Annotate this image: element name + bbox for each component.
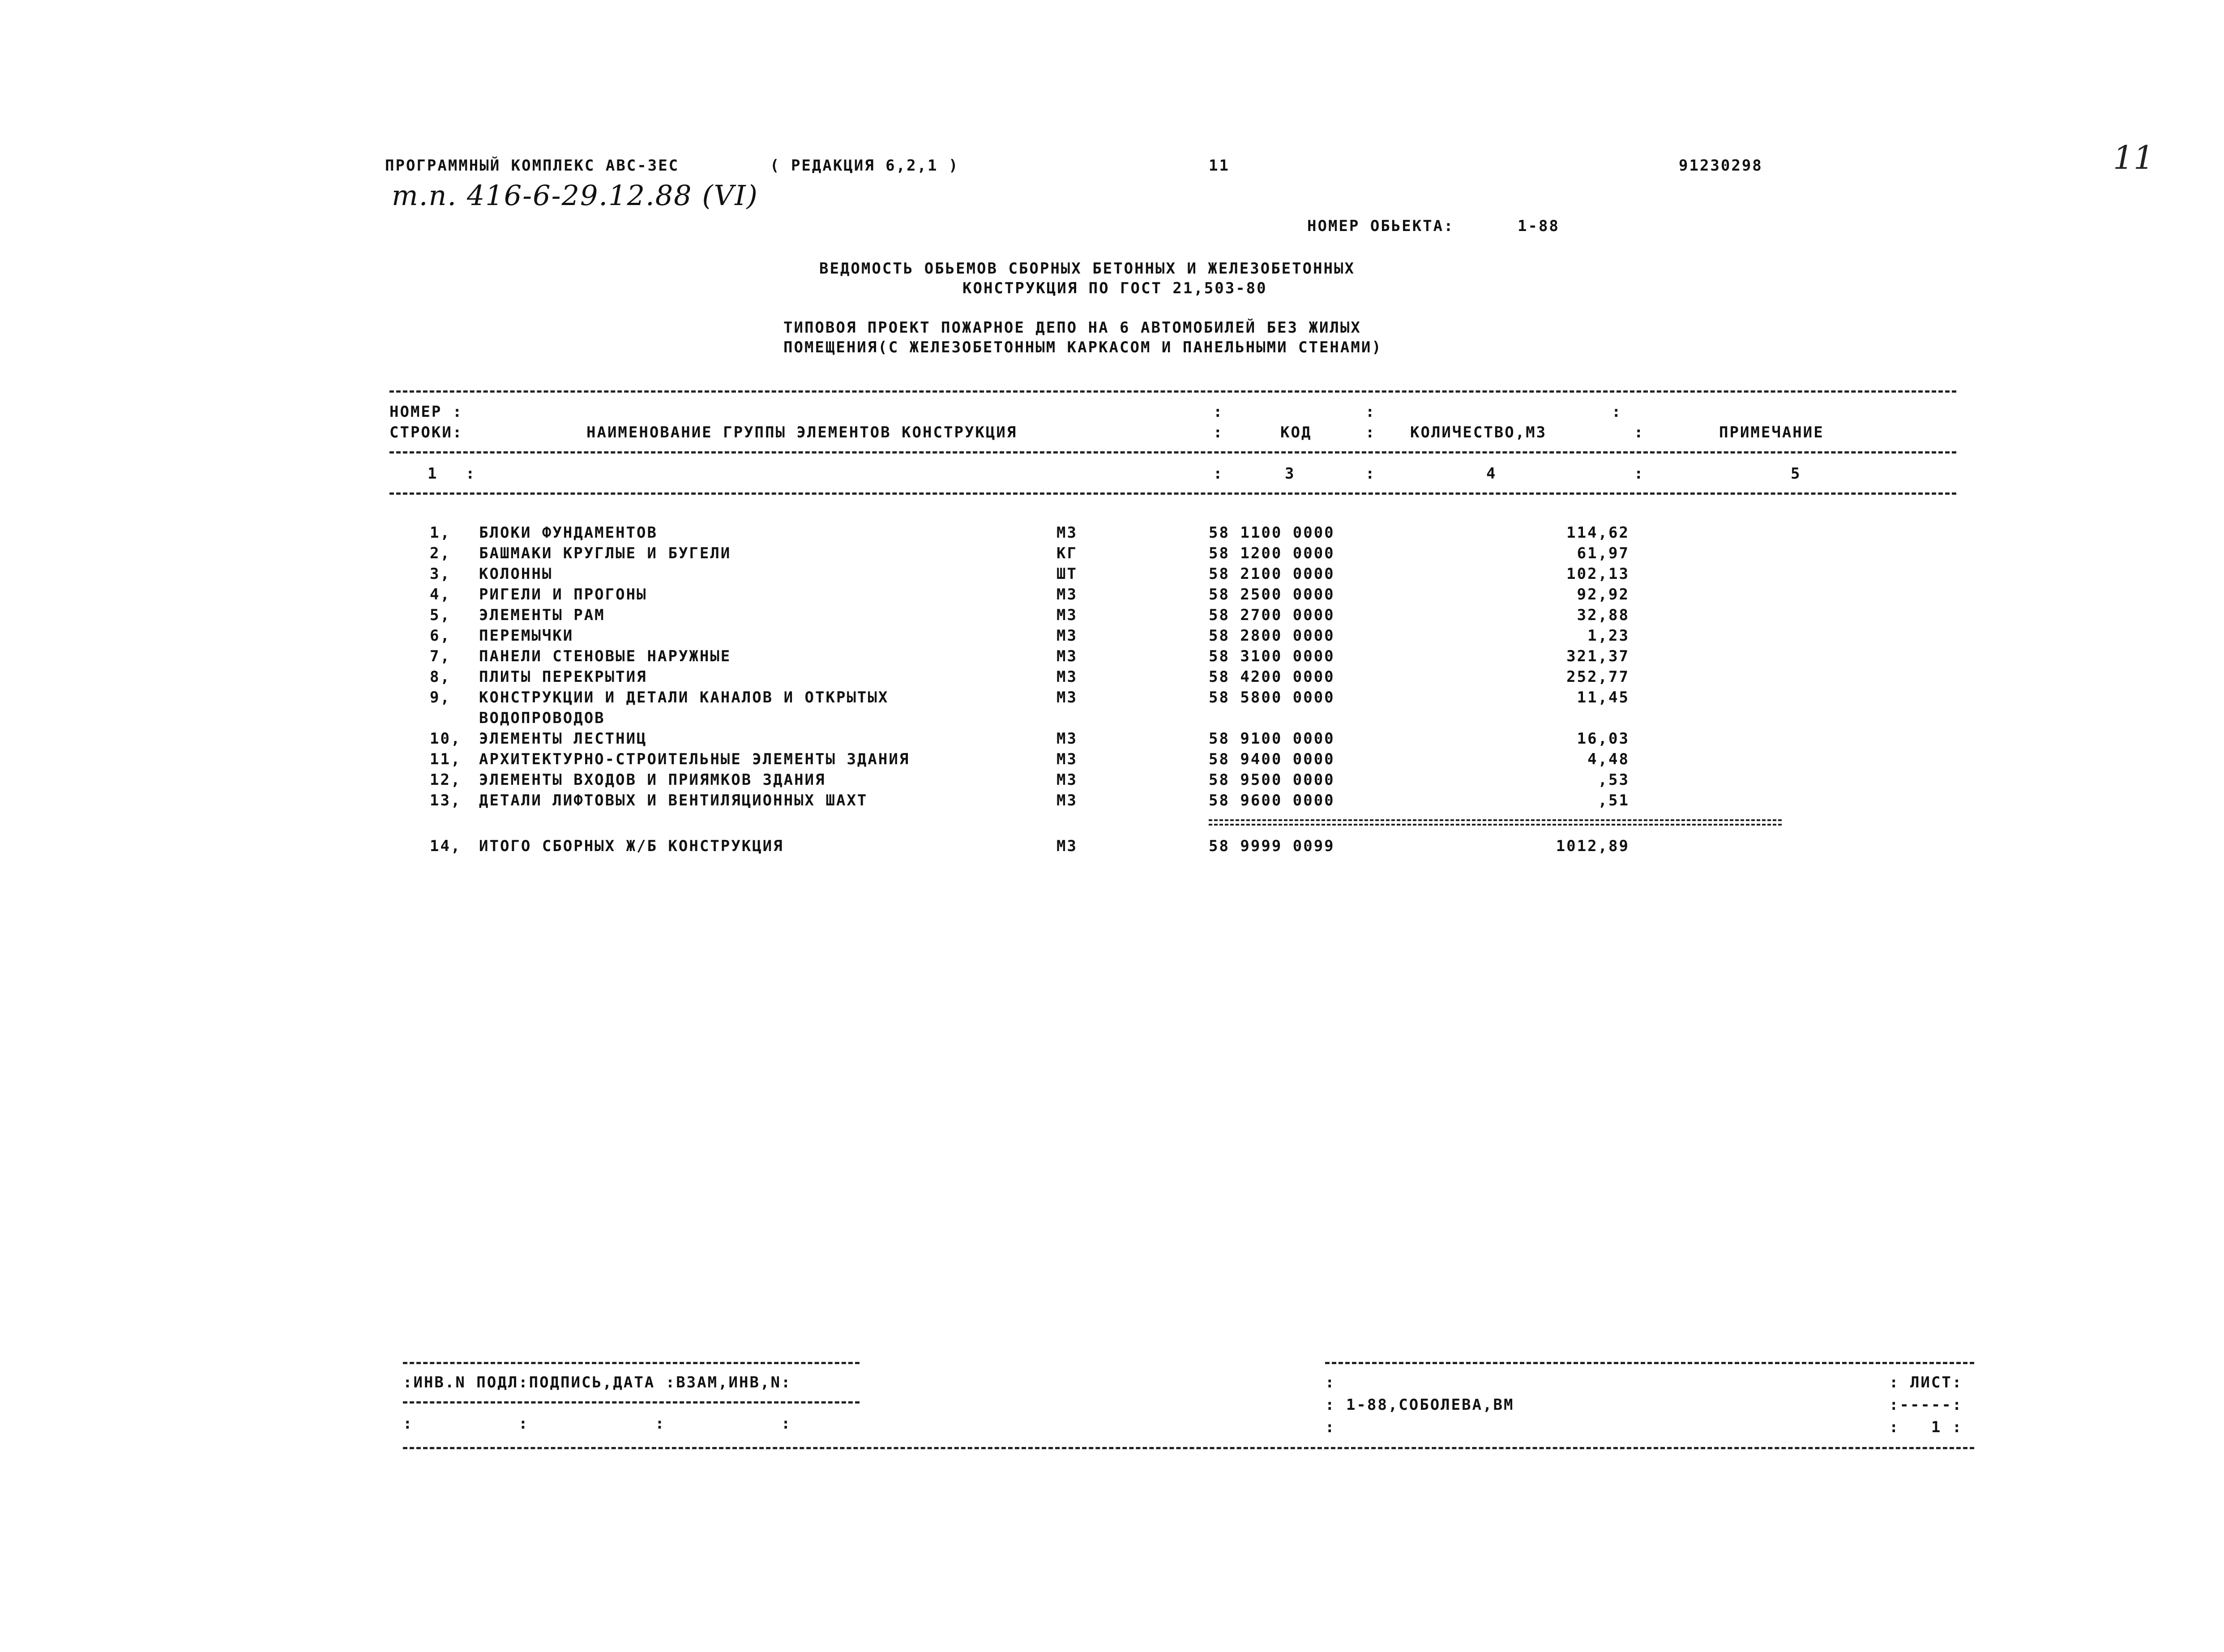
row-name: ДЕТАЛИ ЛИФТОВЫХ И ВЕНТИЛЯЦИОННЫХ ШАХТ bbox=[479, 792, 868, 809]
handwritten-page-number: 11 bbox=[2113, 139, 2154, 176]
header-name: НАИМЕНОВАНИЕ ГРУППЫ ЭЛЕМЕНТОВ КОНСТРУКЦИЯ bbox=[586, 424, 1018, 441]
handwritten-project-ref: т.п. 416-6-29.12.88 (VI) bbox=[392, 179, 758, 212]
row-name: ВОДОПРОВОДОВ bbox=[479, 709, 605, 727]
row-quantity: 16,03 bbox=[1577, 730, 1630, 748]
row-unit: М3 bbox=[1056, 730, 1078, 748]
row-quantity: 321,37 bbox=[1566, 647, 1630, 665]
row-number: 8, bbox=[430, 668, 451, 686]
center-page-mark: 11 bbox=[1209, 157, 1230, 175]
table-row bbox=[0, 606, 2224, 627]
row-quantity: 32,88 bbox=[1577, 606, 1630, 624]
row-number: 2, bbox=[430, 544, 451, 562]
table-header-rule bbox=[389, 451, 1956, 454]
col-sep: : bbox=[1365, 465, 1376, 483]
footer-right-line-3: : bbox=[1325, 1418, 1336, 1436]
title-line-2: КОНСТРУКЦИЯ ПО ГОСТ 21,503-80 bbox=[962, 279, 1267, 297]
row-code: 58 3100 0000 bbox=[1209, 647, 1335, 665]
table-row bbox=[0, 792, 2224, 812]
code-number: 91230298 bbox=[1679, 157, 1763, 175]
object-number-value: 1-88 bbox=[1518, 217, 1560, 235]
row-number: 7, bbox=[430, 647, 451, 665]
table-row bbox=[0, 647, 2224, 668]
row-code: 58 2700 0000 bbox=[1209, 606, 1335, 624]
row-number: 4, bbox=[430, 586, 451, 603]
table-row bbox=[0, 771, 2224, 792]
row-code: 58 2800 0000 bbox=[1209, 627, 1335, 645]
table-row bbox=[0, 750, 2224, 771]
total-separator-rule bbox=[1209, 819, 1782, 826]
table-row bbox=[0, 544, 2224, 565]
col-number-3: 3 bbox=[1285, 465, 1296, 483]
table-row bbox=[0, 565, 2224, 586]
row-number: 1, bbox=[430, 524, 451, 542]
table-top-rule bbox=[389, 390, 1956, 393]
col-number-4: 4 bbox=[1486, 465, 1497, 483]
table-row bbox=[0, 709, 2224, 730]
footer-left-header: :ИНВ.N ПОДЛ:ПОДПИСЬ,ДАТА :ВЗАМ,ИНВ,N: bbox=[403, 1374, 792, 1391]
table-body-rule bbox=[389, 492, 1956, 495]
total-number: 14, bbox=[430, 837, 462, 855]
col-sep: : bbox=[1634, 465, 1645, 483]
row-name: ПЕРЕМЫЧКИ bbox=[479, 627, 574, 645]
row-name: КОЛОННЫ bbox=[479, 565, 553, 583]
row-code: 58 9100 0000 bbox=[1209, 730, 1335, 748]
col-sep: : bbox=[1213, 465, 1224, 483]
title-line-3: ТИПОВОЯ ПРОЕКТ ПОЖАРНОЕ ДЕПО НА 6 АВТОМОБИЛЕЙ БЕЗ ЖИЛЫХ bbox=[783, 319, 1361, 337]
header-code: КОД bbox=[1280, 424, 1312, 441]
row-unit: М3 bbox=[1056, 689, 1078, 706]
table-row bbox=[0, 668, 2224, 689]
row-quantity: 92,92 bbox=[1577, 586, 1630, 603]
edition-label: ( РЕДАКЦИЯ 6,2,1 ) bbox=[770, 157, 959, 175]
table-total-row bbox=[0, 837, 2224, 858]
row-number: 13, bbox=[430, 792, 462, 809]
sheet-label: : ЛИСТ: bbox=[1889, 1374, 1963, 1391]
table-row bbox=[0, 730, 2224, 750]
col-number-1: 1 bbox=[428, 465, 438, 483]
header-sep: : bbox=[1365, 403, 1376, 421]
row-code: 58 2500 0000 bbox=[1209, 586, 1335, 603]
header-row-number: СТРОКИ: bbox=[389, 424, 463, 441]
row-name: РИГЕЛИ И ПРОГОНЫ bbox=[479, 586, 647, 603]
header-sep: : bbox=[1213, 424, 1224, 441]
footer-left-cells: : : : : bbox=[403, 1415, 792, 1433]
row-code: 58 1100 0000 bbox=[1209, 524, 1335, 542]
row-unit: М3 bbox=[1056, 606, 1078, 624]
header-sep: : bbox=[1612, 403, 1622, 421]
row-number: 6, bbox=[430, 627, 451, 645]
row-quantity: ,53 bbox=[1598, 771, 1630, 789]
row-number: 5, bbox=[430, 606, 451, 624]
row-number: 3, bbox=[430, 565, 451, 583]
sheet-separator: :-----: bbox=[1889, 1396, 1963, 1414]
row-number: 11, bbox=[430, 750, 462, 768]
row-quantity: 11,45 bbox=[1577, 689, 1630, 706]
program-name: ПРОГРАММНЫЙ КОМПЛЕКС АВС-3ЕС bbox=[385, 157, 680, 175]
row-quantity: 114,62 bbox=[1566, 524, 1630, 542]
row-quantity: 4,48 bbox=[1587, 750, 1630, 768]
footer-left-top-rule bbox=[403, 1362, 860, 1364]
row-code: 58 9600 0000 bbox=[1209, 792, 1335, 809]
footer-bottom-rule bbox=[403, 1447, 1974, 1449]
row-unit: КГ bbox=[1056, 544, 1078, 562]
table-row bbox=[0, 524, 2224, 544]
row-quantity: 1,23 bbox=[1587, 627, 1630, 645]
row-unit: М3 bbox=[1056, 771, 1078, 789]
row-code: 58 5800 0000 bbox=[1209, 689, 1335, 706]
row-unit: М3 bbox=[1056, 586, 1078, 603]
table-header-row-1 bbox=[0, 403, 2224, 424]
row-name: БЛОКИ ФУНДАМЕНТОВ bbox=[479, 524, 658, 542]
header-note: ПРИМЕЧАНИЕ bbox=[1719, 424, 1824, 441]
row-code: 58 9500 0000 bbox=[1209, 771, 1335, 789]
col-number-5: 5 bbox=[1791, 465, 1801, 483]
footer-right-top-rule bbox=[1325, 1362, 1974, 1364]
footer-right-line-1: : bbox=[1325, 1374, 1336, 1391]
row-number: 9, bbox=[430, 689, 451, 706]
row-name: ПЛИТЫ ПЕРЕКРЫТИЯ bbox=[479, 668, 647, 686]
row-unit: М3 bbox=[1056, 627, 1078, 645]
row-code: 58 2100 0000 bbox=[1209, 565, 1335, 583]
row-unit: М3 bbox=[1056, 668, 1078, 686]
total-name: ИТОГО СБОРНЫХ Ж/Б КОНСТРУКЦИЯ bbox=[479, 837, 784, 855]
row-name: ЭЛЕМЕНТЫ ЛЕСТНИЦ bbox=[479, 730, 647, 748]
header-sep: : bbox=[1365, 424, 1376, 441]
table-header-row-2 bbox=[0, 424, 2224, 444]
object-number-label: НОМЕР ОБЬЕКТА: bbox=[1307, 217, 1454, 235]
row-number: 10, bbox=[430, 730, 462, 748]
row-quantity: 102,13 bbox=[1566, 565, 1630, 583]
sheet-number: : 1 : bbox=[1889, 1418, 1963, 1436]
footer-left-mid-rule bbox=[403, 1401, 860, 1404]
header-quantity: КОЛИЧЕСТВО,М3 bbox=[1410, 424, 1547, 441]
total-quantity: 1012,89 bbox=[1556, 837, 1630, 855]
row-name: ЭЛЕМЕНТЫ ВХОДОВ И ПРИЯМКОВ ЗДАНИЯ bbox=[479, 771, 826, 789]
row-unit: М3 bbox=[1056, 647, 1078, 665]
row-number: 12, bbox=[430, 771, 462, 789]
header-number-top: НОМЕР : bbox=[389, 403, 463, 421]
table-column-numbers bbox=[0, 465, 2224, 485]
row-unit: М3 bbox=[1056, 524, 1078, 542]
row-name: БАШМАКИ КРУГЛЫЕ И БУГЕЛИ bbox=[479, 544, 731, 562]
row-code: 58 1200 0000 bbox=[1209, 544, 1335, 562]
total-unit: М3 bbox=[1056, 837, 1078, 855]
title-line-1: ВЕДОМОСТЬ ОБЬЕМОВ СБОРНЫХ БЕТОННЫХ И ЖЕЛЕЗОБЕТОННЫХ bbox=[819, 260, 1355, 278]
footer-right-author: : 1-88,СОБОЛЕВА,ВМ bbox=[1325, 1396, 1514, 1414]
row-code: 58 4200 0000 bbox=[1209, 668, 1335, 686]
table-row bbox=[0, 689, 2224, 709]
table-row bbox=[0, 627, 2224, 647]
row-name: АРХИТЕКТУРНО-СТРОИТЕЛЬНЫЕ ЭЛЕМЕНТЫ ЗДАНИЯ bbox=[479, 750, 910, 768]
title-line-4: ПОМЕЩЕНИЯ(С ЖЕЛЕЗОБЕТОННЫМ КАРКАСОМ И ПАНЕЛЬНЫМИ СТЕНАМИ) bbox=[783, 338, 1382, 356]
table-row bbox=[0, 586, 2224, 606]
col-sep: : bbox=[466, 465, 476, 483]
row-unit: М3 bbox=[1056, 750, 1078, 768]
row-name: ЭЛЕМЕНТЫ РАМ bbox=[479, 606, 605, 624]
row-name: ПАНЕЛИ СТЕНОВЫЕ НАРУЖНЫЕ bbox=[479, 647, 731, 665]
header-sep: : bbox=[1634, 424, 1645, 441]
row-name: КОНСТРУКЦИИ И ДЕТАЛИ КАНАЛОВ И ОТКРЫТЫХ bbox=[479, 689, 889, 706]
row-quantity: ,51 bbox=[1598, 792, 1630, 809]
row-unit: М3 bbox=[1056, 792, 1078, 809]
header-sep: : bbox=[1213, 403, 1224, 421]
row-code: 58 9400 0000 bbox=[1209, 750, 1335, 768]
row-quantity: 61,97 bbox=[1577, 544, 1630, 562]
row-quantity: 252,77 bbox=[1566, 668, 1630, 686]
row-unit: ШТ bbox=[1056, 565, 1078, 583]
total-code: 58 9999 0099 bbox=[1209, 837, 1335, 855]
